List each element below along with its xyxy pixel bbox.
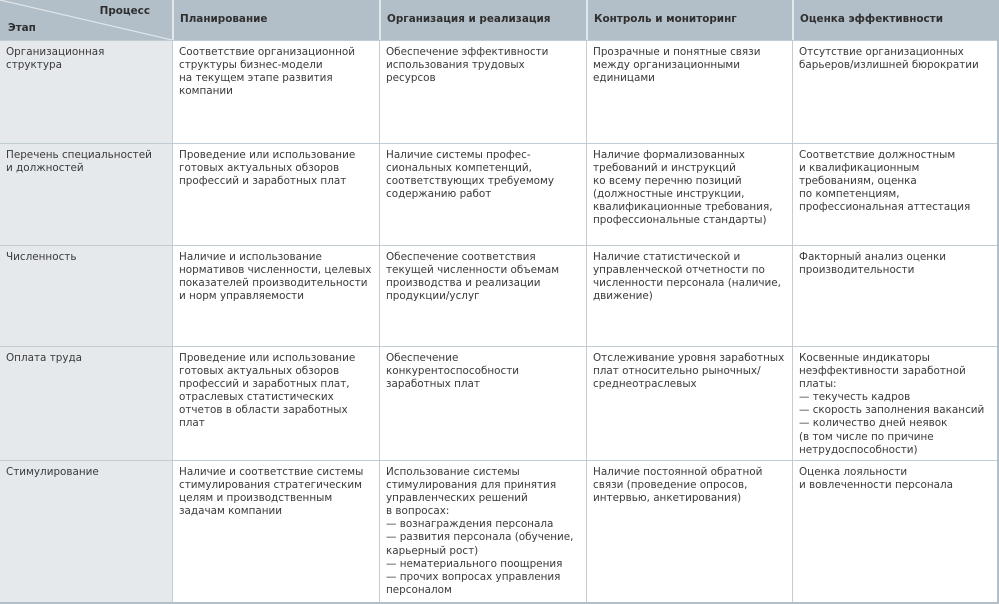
table-cell: Соответствие должностным и квалификационным требованиям, оценка по компетенциям, профессиональная аттестация	[792, 143, 997, 245]
column-header-planning: Планирование	[172, 0, 379, 40]
row-stage-label: Оплата труда	[0, 346, 172, 460]
row-stage-label: Организационная структура	[0, 40, 172, 143]
corner-stage-label: Этап	[8, 22, 36, 34]
table-cell: Обеспечение эффективности использования трудовых ресурсов	[379, 40, 586, 143]
table-cell: Отсутствие организационных барьеров/излишней бюрократии	[792, 40, 997, 143]
table-cell: Косвенные индикаторы неэффективности заработной платы: — текучесть кадров — скорость заполнения вакансий — количество дней неявок (в том числе по причине нетрудоспособности)	[792, 346, 997, 460]
column-header-evaluation: Оценка эффективности	[792, 0, 997, 40]
table-cell: Отслеживание уровня заработных плат относительно рыночных/ среднеотраслевых	[586, 346, 792, 460]
table-cell: Факторный анализ оценки производительности	[792, 245, 997, 346]
table-cell: Наличие статистической и управленческой отчетности по численности персонала (наличие, движение)	[586, 245, 792, 346]
row-stage-label: Стимулирование	[0, 460, 172, 602]
table-cell: Наличие и соответствие системы стимулирования стратегическим целям и производственным задачам компании	[172, 460, 379, 602]
table-cell: Обеспечение соответствия текущей численности объемам производства и реализации продукции/услуг	[379, 245, 586, 346]
column-header-control: Контроль и мониторинг	[586, 0, 792, 40]
table-cell: Обеспечение конкурентоспособности заработных плат	[379, 346, 586, 460]
table-cell: Использование системы стимулирования для принятия управленческих решений в вопросах: — вознаграждения персонала — развития персонала (обучение, карьерный рост) — нематериального поощрения — прочих вопросах управления персоналом	[379, 460, 586, 602]
table-cell: Наличие системы профес- сиональных компетенций, соответствующих требуемому содержанию работ	[379, 143, 586, 245]
table-cell: Соответствие организационной структуры бизнес-модели на текущем этапе развития компании	[172, 40, 379, 143]
corner-process-label: Процесс	[99, 5, 150, 17]
table-cell: Наличие постоянной обратной связи (проведение опросов, интервью, анкетирования)	[586, 460, 792, 602]
table-cell: Прозрачные и понятные связи между организационными единицами	[586, 40, 792, 143]
table-cell: Наличие формализованных требований и инструкций ко всему перечню позиций (должностные инструкции, квалификационные требования, профессиональные стандарты)	[586, 143, 792, 245]
row-stage-label: Перечень специальностей и должностей	[0, 143, 172, 245]
table-cell: Проведение или использование готовых актуальных обзоров профессий и заработных плат, отраслевых статистических отчетов в области заработных плат	[172, 346, 379, 460]
column-header-organization: Организация и реализация	[379, 0, 586, 40]
table-cell: Оценка лояльности и вовлеченности персонала	[792, 460, 997, 602]
header-corner-cell	[0, 0, 172, 40]
table-cell: Проведение или использование готовых актуальных обзоров профессий и заработных плат	[172, 143, 379, 245]
table-cell: Наличие и использование нормативов численности, целевых показателей производительности и норм управляемости	[172, 245, 379, 346]
row-stage-label: Численность	[0, 245, 172, 346]
